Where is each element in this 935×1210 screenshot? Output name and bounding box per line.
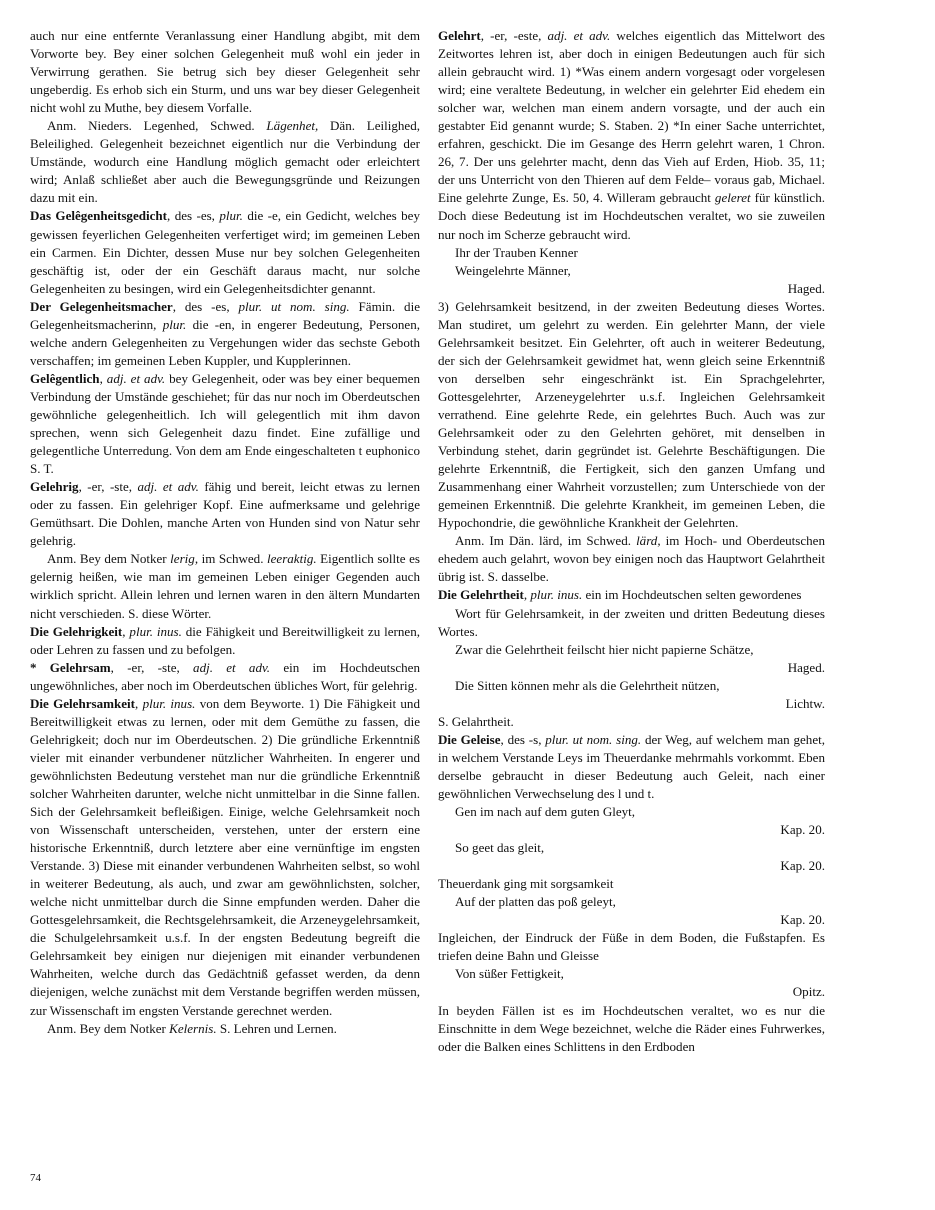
text-run: Die Sitten können mehr als die Gelehrtheit nützen, — [455, 677, 720, 693]
paragraph — [438, 586, 825, 604]
verse-line — [438, 965, 825, 983]
italic-text: lerig, — [170, 551, 199, 567]
italic-text: plur. ut nom. sing. — [545, 731, 642, 747]
text-run: Ihr der Trauben Kenner — [455, 244, 578, 260]
italic-text: adj. et adv. — [193, 659, 271, 675]
italic-text: plur. ut nom. sing. — [238, 298, 350, 314]
text-run: Weingelehrte Männer, — [455, 262, 571, 278]
paragraph — [438, 929, 825, 965]
citation — [438, 695, 825, 713]
text-run: welches eigentlich das Mittelwort des Zeitwortes lehren ist, aber doch in einigen Bedeutungen auch für sich allein gebraucht wird. 1) *Was einem andern vorgesagt oder vorgelesen wird; eine veraltete Bedeutung, in welcher ein gelehrter Eid ehedem ein solcher war, welchen man einem andern vorsagte, und der auch ein gestabter Eid genannt wurde; S. Staben. 2) *In einer Sache unterrichtet, erfahren, geschickt. Die im Gesange des Herrn gelehrt waren, 1 Chron. 26, 7. Der uns gelehrter macht, denn das Vieh auf Erden, Hiob. 35, 11; der uns Unterricht von den Thieren auf dem Felde– voraus gab, Michael. Eine gelehrte Zunge, Es. 50, 4. Willeram gebraucht — [438, 28, 825, 206]
verse-line — [438, 677, 825, 695]
headword: Gelêgentlich — [30, 370, 100, 386]
text-run: im Hoch- und Oberdeutschen ehedem auch gelahrt, wovon bey einigen noch das Hauptwort Gelahrtheit übrig ist. S. dasselbe. — [438, 533, 826, 585]
text-run: S. Lehren und Lernen. — [216, 1020, 337, 1036]
verse-line — [438, 893, 825, 911]
text-run: Ingleichen, der Eindruck der Füße in dem Boden, die Fußstapfen. Es triefen deine Bahn und Gleisse — [438, 930, 825, 964]
paragraph — [438, 298, 825, 533]
text-run: Anm. Bey dem Notker — [47, 551, 171, 567]
paragraph — [30, 298, 420, 370]
paragraph — [30, 659, 420, 695]
paragraph — [30, 623, 420, 659]
text-run: , des -es, — [167, 208, 220, 224]
italic-text: leeraktig. — [267, 551, 317, 567]
text-run: Wort für Gelehrsamkeit, in der zweiten und dritten Bedeutung dieses Wortes. — [438, 605, 825, 639]
text-run: Haged. — [787, 280, 825, 296]
text-run: bey Gelegenheit, oder was bey einer bequemen Verbindung der Umstände geschiehet; für das nur noch im Oberdeutschen gewöhnliche gelegenheitlich. Ich will gelegentlich mit ihm davon sprechen, wenn sich Gelegenheit dazu findet. Eine zufällige und gelegentliche Unterredung. Von dem am Ende eingeschalteten t euphonico S. T. — [30, 370, 420, 477]
text-run: die -e, ein Gedicht, welches bey gewissen feyerlichen Gelegenheiten verfertiget wird; im gemeinen Leben ein Carmen. Ein Dichter, dessen Muse nur bey solchen Gelegenheiten geschäftig ist, oder der ein Geschäft daraus macht, nur solche Gelegenheiten zu besingen, wird ein Gelegenheitsdichter genannt. — [30, 208, 420, 296]
text-run: , des -es, — [172, 298, 239, 314]
italic-text: Lägenhet, — [266, 118, 319, 134]
text-run: , — [523, 587, 531, 603]
headword: Gelehrt — [438, 28, 481, 43]
text-run: In beyden Fällen ist es im Hochdeutschen veraltet, wo es nur die Einschnitte in dem Wege bezeichnet, welche die Räder eines Fuhrwerkes, oder die Balken eines Schlittens in den Erdboden — [438, 1002, 825, 1054]
paragraph — [438, 731, 825, 803]
text-run: der Weg, auf welchem man gehet, in welchem Verstande Leys im Theuerdanke mehrmahls vorkommt. Eben derselbe gebraucht in dieser Bedeutung auch Geleit, nach einer gewöhnlichen Verwechselung des l und t. — [438, 731, 825, 801]
headword: Gelehrig — [30, 479, 79, 495]
headword: Das Gelêgenheitsgedicht — [30, 208, 168, 224]
italic-text: adj. et adv. — [106, 370, 166, 386]
paragraph — [30, 117, 420, 207]
paragraph — [438, 532, 825, 586]
text-run: die Fähigkeit und Bereitwilligkeit zu lernen, oder Lehren zu fassen und zu befolgen. — [30, 623, 420, 657]
italic-text: lärd, — [636, 533, 661, 549]
text-run: Zwar die Gelehrtheit feilscht hier nicht papierne Schätze, — [455, 641, 754, 657]
page-number: 74 — [30, 1172, 41, 1184]
text-run: Anm. Bey dem Notker — [47, 1020, 170, 1036]
paragraph — [438, 27, 825, 244]
text-run: Theuerdank ging mit sorgsamkeit — [438, 876, 614, 892]
italic-text: geleret — [714, 190, 751, 206]
text-run: Fämin. die Gelegenheitsmacherinn, — [30, 298, 420, 332]
paragraph — [30, 550, 420, 622]
text-run: , des -s, — [500, 731, 546, 747]
verse-line — [438, 641, 825, 659]
text-run: Haged. — [787, 659, 825, 675]
text-run: auch nur eine entfernte Veranlassung einer Handlung abgibt, mit dem Vorworte bey. Bey einer solchen Gelegenheit muß wohl ein jeder in Verwirrung gerathen. Sie betrug sich bey dieser Gelegenheit sehr ungeberdig. Es erhob sich ein Sturm, und uns war bey dieser Gelegenheit nicht wohl zu Muthe, bey diesem Vorfalle. — [30, 28, 420, 116]
verse-line — [438, 803, 825, 821]
verse-line — [438, 839, 825, 857]
citation — [438, 983, 825, 1001]
headword: Der Gelegenheitsmacher — [30, 298, 173, 314]
text-run: Dän. Leilighed, Beleilighed. Gelegenheit bezeichnet eigentlich nur die Verbindung der Umstände, wodurch eine Handlung möglich gemacht oder erleichtert wird; Anlaß schließet aber auch die Bewegungsgründe und Reizungen dazu mit ein. — [30, 118, 420, 206]
paragraph — [30, 695, 420, 1020]
text-run: Kap. 20. — [780, 912, 825, 928]
text-run: Eigentlich sollte es gelernig heißen, wie man im gemeinen Leben einiger Gegenden auch wirklich spricht. Allein lehren und lernen waren in den ältern Mundarten nicht verschieden. S. diese Wörter. — [30, 551, 420, 621]
text-run: , -er, -este, — [480, 28, 548, 43]
left-column — [30, 27, 420, 1038]
text-run: Kap. 20. — [780, 858, 825, 874]
text-run: ein im Hochdeutschen selten gewordenes — [582, 587, 802, 603]
text-run: , — [99, 370, 107, 386]
citation — [438, 857, 825, 875]
text-run: S. Gelahrtheit. — [438, 713, 514, 729]
italic-text: Kelernis. — [169, 1020, 217, 1036]
text-run: , -er, -ste, — [78, 479, 138, 495]
text-run: die -en, in engerer Bedeutung, Personen, welche andern Gelegenheiten zu Vergehungen wider das sechste Geboth verschaffen; im gemeinen Leben Kuppler, und Kupplerinnen. — [30, 316, 420, 368]
paragraph — [438, 713, 825, 731]
paragraph — [30, 370, 420, 478]
text-run: , — [135, 695, 143, 711]
text-run: Anm. Im Dän. lärd, im Schwed. — [455, 533, 637, 549]
paragraph — [30, 27, 420, 117]
italic-text: adj. et adv. — [137, 479, 199, 495]
text-run: Von süßer Fettigkeit, — [455, 966, 564, 982]
text-run: So geet das gleit, — [455, 840, 545, 856]
citation — [438, 911, 825, 929]
verse-line — [438, 262, 825, 280]
italic-text: plur. inus. — [142, 695, 196, 711]
citation — [438, 821, 825, 839]
headword: Die Geleise — [438, 731, 501, 747]
right-column — [438, 27, 825, 1056]
citation — [438, 659, 825, 677]
text-run: von dem Beyworte. 1) Die Fähigkeit und Bereitwilligkeit etwas zu lernen, oder mit dem Gemüthe zu fassen, die Gelehrigkeit; doch nur im Oberdeutschen. 2) Die gründliche Erkenntniß vieler mit einander verbundener nützlicher Wahrheiten. In engerer und gewöhnlichsten Bedeutung verstehet man nur die gründliche Erkenntniß solcher Wahrheiten darunter, welche nicht unmittelbar in die Sinne fallen. Sich der Gelehrsamkeit befleißigen. Einige, welche Gelehrsamkeit noch von Wissenschaft unterscheiden, verstehen, unter der erstern eine historische Erkenntniß, durch letztere aber eine vernünftige im engsten Verstande. 3) Diese mit einander verbundenen Wahrheiten selbst, so wohl in weiterer Bedeutung, als auch, und zwar am gewöhnlichsten, solcher, welche nicht unmittelbar durch die Sinne empfunden werden. Daher die Gottesgelehrsamkeit, die Rechtsgelehrsamkeit, die Arzeneygelehrsamkeit, die Schulgelehrsamkeit u.s.f. In der engsten Bedeutung begreift die Gelehrsamkeit bey einigen nur diejenigen mit einander verbundenen Wahrheiten, welche durch das Gedächtniß gefasset werden, da denn diejenigen, welche zunächst mit dem Verstande begriffen werden müssen, zur Wissenschaft im engsten Verstande gerechnet werden. — [30, 695, 420, 1018]
paragraph — [438, 605, 825, 641]
paragraph — [30, 478, 420, 550]
text-run: für künstlich. Doch diese Bedeutung ist im Hochdeutschen veraltet, wo sie zuweilen nur noch im Scherze gebraucht wird. — [438, 190, 825, 242]
text-run: Lichtw. — [785, 695, 825, 711]
headword: * Gelehrsam — [30, 659, 111, 675]
verse-line — [438, 244, 825, 262]
text-run: Opitz. — [792, 984, 825, 1000]
text-run: ein im Hochdeutschen ungewöhnliches, aber noch im Oberdeutschen übliches Wort, für gelehrig. — [30, 659, 420, 693]
paragraph — [30, 1020, 420, 1038]
text-run: im Schwed. — [198, 551, 267, 567]
italic-text: plur. — [162, 316, 187, 332]
headword: Die Gelehrigkeit — [30, 623, 123, 639]
text-run: , -er, -ste, — [110, 659, 194, 675]
text-run: , — [122, 623, 130, 639]
text-run: 3) Gelehrsamkeit besitzend, in der zweiten Bedeutung dieses Wortes. Man studiret, um gelehrt zu werden. Ein gelehrter Mann, der viele Gelehrsamkeit besitzet. Ein Gelehrter, oft auch in weiterer Bedeutung, der sich der Gelehrsamkeit gewidmet hat, wenn gleich seine Erkenntniß von derselben sehr eingeschränkt ist. Ein Sprachgelehrter, Gottesgelehrter, Arzeneygelehrter u.s.f. Ingleichen Gelehrsamkeit verrathend. Eine gelehrte Rede, ein gelehrtes Buch. Auch was zur Gelehrsamkeit oder zu den Gelehrten gehöret, mit denselben in Verbindung stehet, darin gegründet ist. Gelehrte Beschäftigungen. Die gelehrte Erkenntniß, die Fertigkeit, sich den ganzen Umfang und Zusammenhang einer Wahrheit vorzustellen; zum Unterschiede von der gemeinen Erkenntniß. Die gelehrte Krankheit, im gemeinen Leben, die Hypochondrie, die gewöhnliche Krankheit der Gelehrten. — [438, 298, 825, 531]
text-run: Kap. 20. — [780, 822, 825, 838]
headword: Die Gelehrsamkeit — [30, 695, 136, 711]
headword: Die Gelehrtheit — [438, 587, 524, 603]
italic-text: adj. et adv. — [547, 28, 611, 43]
paragraph — [438, 1002, 825, 1056]
italic-text: plur. inus. — [129, 623, 182, 639]
text-run: Auf der platten das poß geleyt, — [455, 894, 616, 910]
paragraph — [30, 207, 420, 297]
italic-text: plur. inus. — [530, 587, 583, 603]
text-run: Anm. Nieders. Legenhed, Schwed. — [47, 118, 267, 134]
italic-text: plur. — [219, 208, 243, 224]
paragraph — [438, 875, 825, 893]
text-run: fähig und bereit, leicht etwas zu lernen oder zu fassen. Ein gelehriger Kopf. Eine aufmerksame und gelehrige Gemüthsart. Die Dohlen, manche Arten von Hunden sind von Natur sehr gelehrig. — [30, 479, 420, 549]
text-run: Gen im nach auf dem guten Gleyt, — [455, 804, 636, 820]
citation — [438, 280, 825, 298]
